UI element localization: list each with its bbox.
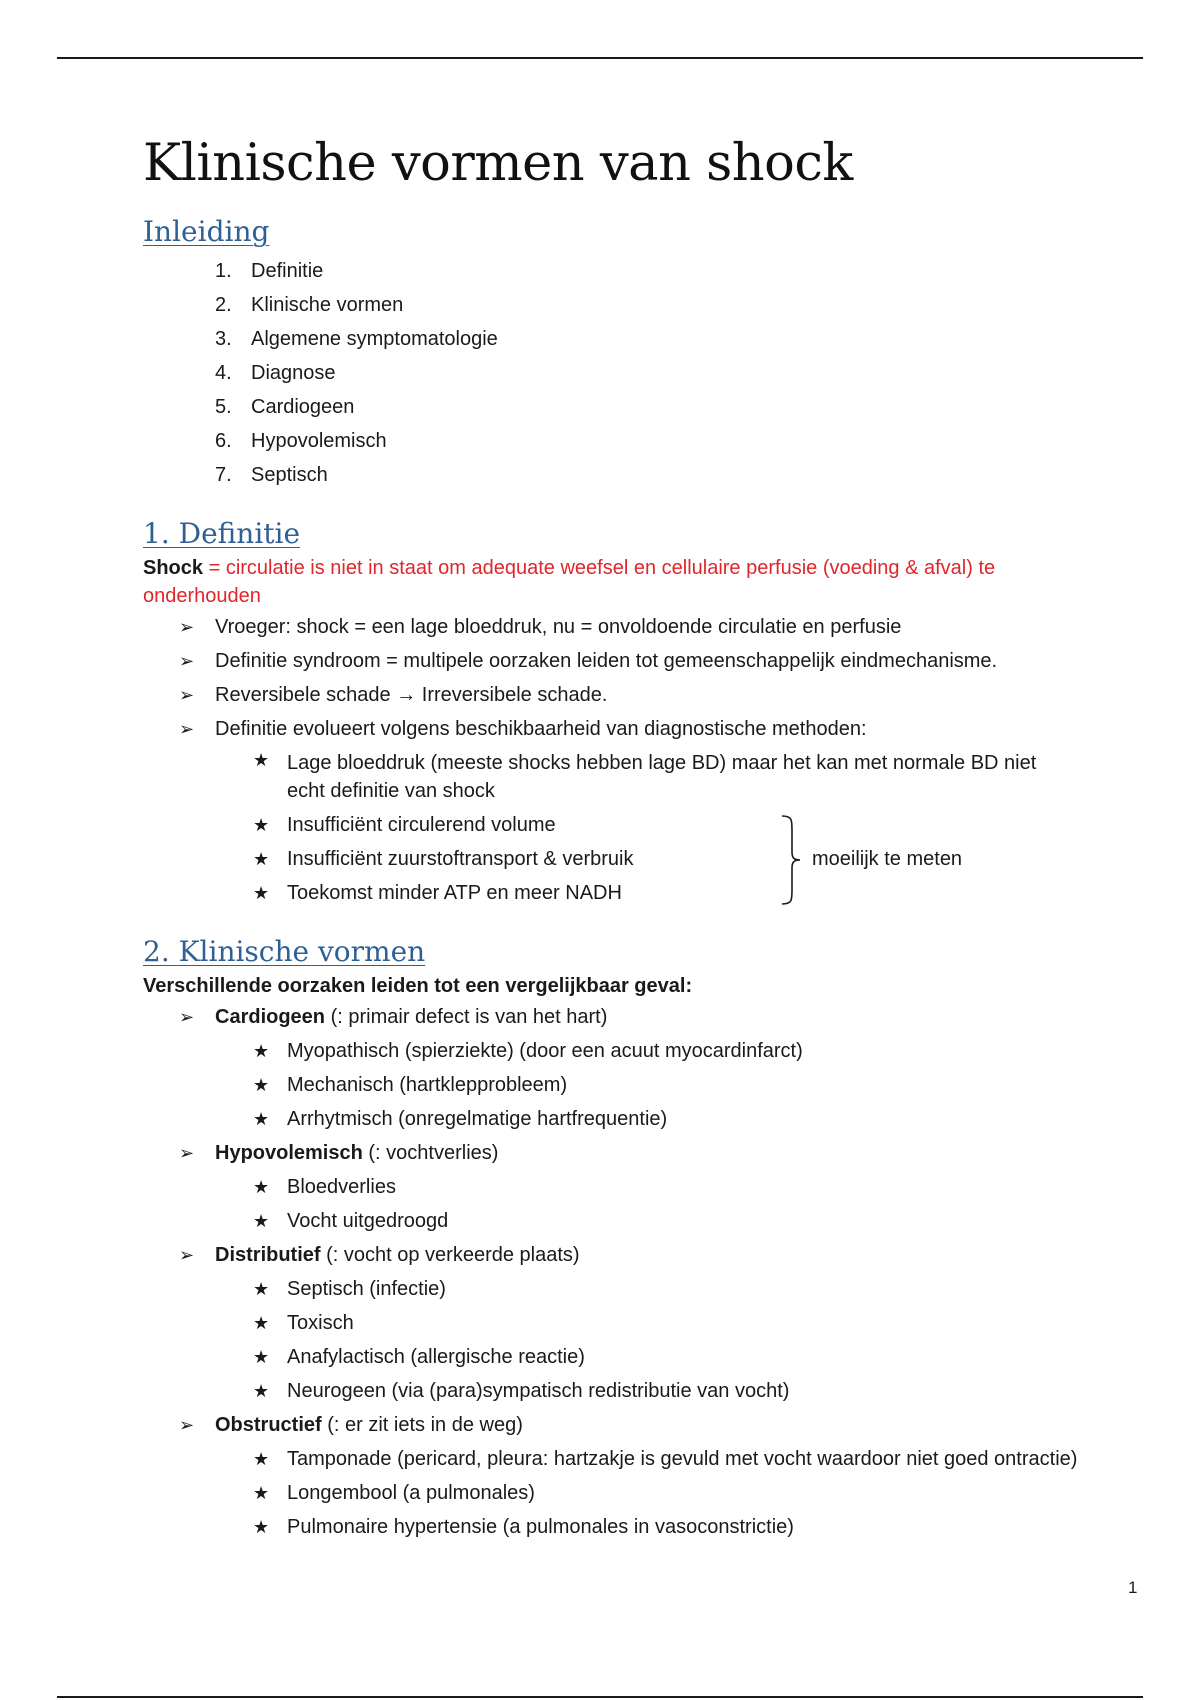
distributief-items bbox=[215, 1272, 1163, 1408]
star-bullet-icon: ★ bbox=[253, 1381, 270, 1401]
page-content bbox=[143, 128, 1163, 1544]
group-distributief: ➢ Distributief (: vocht op verkeerde plaats) ★ Septisch (infectie) ★ Toxisch ★ Anafylactisch (allergische reactie) ★ Neurogeen (via (para)sympatisch redistributie van vocht) bbox=[143, 1238, 1163, 1408]
list-item: ★ Mechanisch (hartklepprobleem) bbox=[143, 1068, 1163, 1102]
brace-items bbox=[215, 808, 1163, 910]
header-rule bbox=[57, 57, 1143, 59]
arrow-bullet-icon: ➢ bbox=[179, 685, 195, 705]
star-bullet-icon: ★ bbox=[253, 1483, 270, 1503]
brace-label: moeilijk te meten bbox=[812, 848, 963, 870]
klinische-groups bbox=[143, 1000, 1163, 1544]
list-item: ★ Toekomst minder ATP en meer NADH bbox=[143, 876, 1163, 910]
list-item: ➢ Definitie evolueert volgens beschikbaarheid van diagnostische methoden: ★ Lage bloeddruk (meeste shocks hebben lage BD) maar het kan met normale BD niet echt definitie van shock ★ Insufficiënt circulerend volume ★ Insufficiënt zuurstoftransport & verbruik ★ Toekomst minder ATP en meer NADH moeilijk te meten bbox=[143, 712, 1163, 910]
arrow-bullet-icon: ➢ bbox=[179, 1245, 195, 1265]
list-item: ★ Pulmonaire hypertensie (a pulmonales in vasoconstrictie) bbox=[143, 1510, 1163, 1544]
toc-item: 4. Diagnose bbox=[215, 362, 336, 384]
klinische-intro: Verschillende oorzaken leiden tot een vergelijkbaar geval: bbox=[143, 975, 693, 997]
toc-item: 2. Klinische vormen bbox=[215, 294, 404, 316]
star-bullet-icon: ★ bbox=[253, 1279, 270, 1299]
arrow-bullet-icon: ➢ bbox=[179, 617, 195, 637]
list-item: ★ Insufficiënt zuurstoftransport & verbruik bbox=[143, 842, 1163, 876]
shock-definition bbox=[143, 554, 1163, 582]
star-bullet-icon: ★ bbox=[253, 1211, 270, 1231]
list-item: ★ Tamponade (pericard, pleura: hartzakje is gevuld met vocht waardoor niet goed ontractie) bbox=[143, 1442, 1163, 1476]
toc-item: 7. Septisch bbox=[215, 464, 328, 486]
list-item: ★ Septisch (infectie) bbox=[143, 1272, 1163, 1306]
star-bullet-icon: ★ bbox=[253, 1109, 270, 1129]
heading-inleiding: Inleiding bbox=[143, 215, 270, 248]
shock-term: Shock bbox=[143, 557, 204, 579]
star-bullet-icon: ★ bbox=[253, 1177, 270, 1197]
list-item: ★ Anafylactisch (allergische reactie) bbox=[143, 1340, 1163, 1374]
star-bullet-icon: ★ bbox=[253, 883, 270, 903]
list-item: ★ Insufficiënt circulerend volume bbox=[143, 808, 1163, 842]
arrow-bullet-icon: ➢ bbox=[179, 719, 195, 739]
arrow-bullet-icon: ➢ bbox=[179, 1415, 195, 1435]
star-bullet-icon: ★ bbox=[253, 1517, 270, 1537]
shock-definition-cont: onderhouden bbox=[143, 585, 261, 607]
list-item: ➢ Reversibele schade → Irreversibele schade. bbox=[143, 678, 1163, 712]
star-bullet-icon: ★ bbox=[253, 1075, 270, 1095]
list-item: ➢ Definitie syndroom = multipele oorzaken leiden tot gemeenschappelijk eindmechanisme. bbox=[143, 644, 1163, 678]
group-hypovolemisch: ➢ Hypovolemisch (: vochtverlies) ★ Bloedverlies ★ Vocht uitgedroogd bbox=[143, 1136, 1163, 1238]
obstructief-items bbox=[215, 1442, 1163, 1544]
star-bullet-icon: ★ bbox=[253, 849, 270, 869]
cardiogeen-items bbox=[215, 1034, 1163, 1136]
arrow-bullet-icon: ➢ bbox=[179, 651, 195, 671]
group-cardiogeen: ➢ Cardiogeen (: primair defect is van het hart) ★ Myopathisch (spierziekte) (door een acuut myocardinfarct) ★ Mechanisch (hartklepprobleem) ★ Arrhytmisch (onregelmatige hartfrequentie) bbox=[143, 1000, 1163, 1136]
list-item: ★ Arrhytmisch (onregelmatige hartfrequentie) bbox=[143, 1102, 1163, 1136]
brace-group bbox=[215, 808, 1163, 910]
star-bullet-icon: ★ bbox=[253, 750, 270, 770]
list-item: ★ Bloedverlies bbox=[143, 1170, 1163, 1204]
document-title: Klinische vormen van shock bbox=[143, 134, 853, 193]
list-item: ★ Longembool (a pulmonales) bbox=[143, 1476, 1163, 1510]
heading-klinische-vormen: 2. Klinische vormen bbox=[143, 935, 426, 968]
star-bullet-icon: ★ bbox=[253, 1313, 270, 1333]
list-item: ➢ Vroeger: shock = een lage bloeddruk, nu = onvoldoende circulatie en perfusie bbox=[143, 610, 1163, 644]
toc-item: 6. Hypovolemisch bbox=[215, 430, 387, 452]
toc-list bbox=[143, 254, 1163, 492]
page-number: 1 bbox=[1128, 1578, 1138, 1597]
shock-definition-text: = circulatie is niet in staat om adequate weefsel en cellulaire perfusie (voeding & afval) te bbox=[203, 557, 996, 579]
definitie-sub-bullets bbox=[215, 746, 1163, 808]
hypovolemisch-items bbox=[215, 1170, 1163, 1238]
heading-definitie: 1. Definitie bbox=[143, 517, 301, 550]
list-item: ★ Myopathisch (spierziekte) (door een acuut myocardinfarct) bbox=[143, 1034, 1163, 1068]
arrow-bullet-icon: ➢ bbox=[179, 1143, 195, 1163]
toc-item: 3. Algemene symptomatologie bbox=[215, 328, 498, 350]
footer-rule bbox=[57, 1696, 1143, 1698]
toc-item: 5. Cardiogeen bbox=[215, 396, 355, 418]
list-item: ★ Neurogeen (via (para)sympatisch redistributie van vocht) bbox=[143, 1374, 1163, 1408]
star-bullet-icon: ★ bbox=[253, 1347, 270, 1367]
right-brace-icon bbox=[780, 814, 802, 906]
definitie-bullets bbox=[143, 610, 1163, 910]
star-bullet-icon: ★ bbox=[253, 1449, 270, 1469]
list-item: ★ Vocht uitgedroogd bbox=[143, 1204, 1163, 1238]
group-obstructief: ➢ Obstructief (: er zit iets in de weg) ★ Tamponade (pericard, pleura: hartzakje is gevuld met vocht waardoor niet goed ontractie) ★ Longembool (a pulmonales) ★ Pulmonaire hypertensie (a pulmonales in vasoconstrictie) bbox=[143, 1408, 1163, 1544]
list-item: ★ Lage bloeddruk (meeste shocks hebben lage BD) maar het kan met normale BD niet echt definitie van shock bbox=[143, 746, 1163, 808]
toc-item: 1. Definitie bbox=[215, 260, 324, 282]
arrow-bullet-icon: ➢ bbox=[179, 1007, 195, 1027]
list-item: ★ Toxisch bbox=[143, 1306, 1163, 1340]
star-bullet-icon: ★ bbox=[253, 1041, 270, 1061]
star-bullet-icon: ★ bbox=[253, 815, 270, 835]
